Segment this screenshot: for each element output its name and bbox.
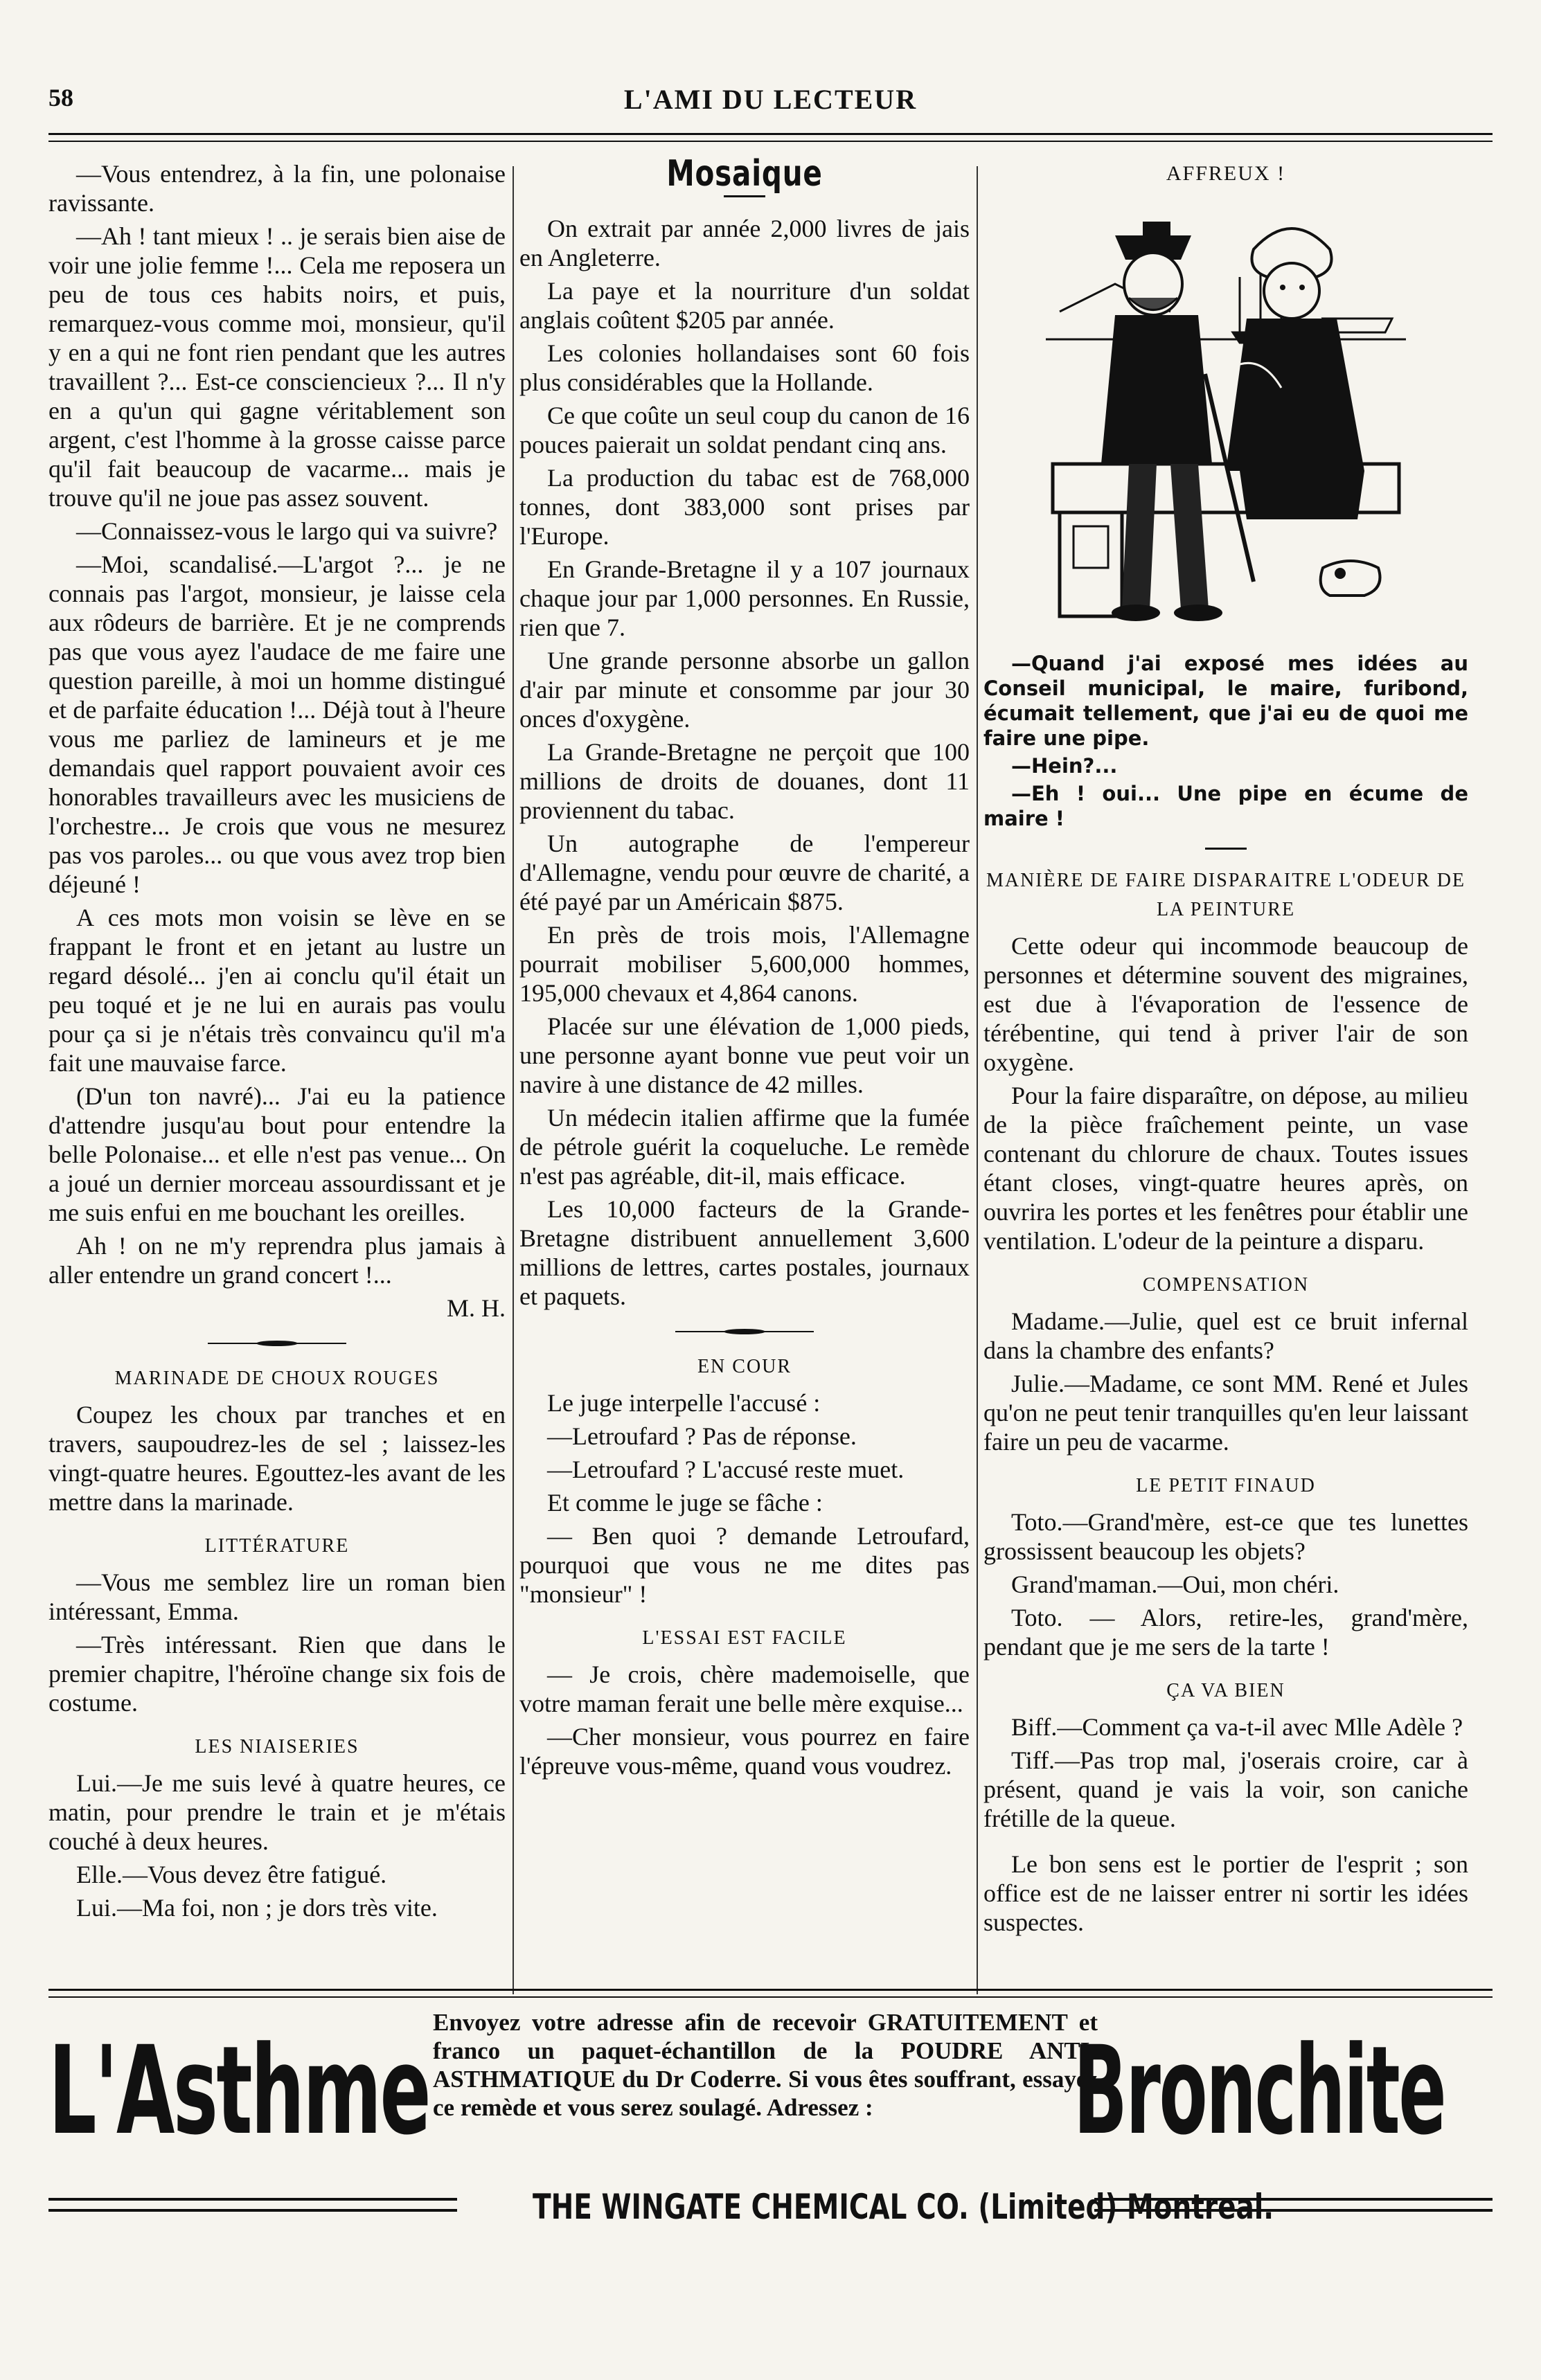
short-rule — [724, 195, 765, 197]
ca-va-title: ÇA VA BIEN — [1166, 1680, 1285, 1701]
story-paragraph: A ces mots mon voisin se lève en se frappant le front et en jetant au lustre un regard désolé... j'en ai conclu qu'il était un peu toqué et je ne lui en aurais pas voulu pour ça si je n'étais très convaincu qu'il m'a fait une mauvaise farce. — [48, 904, 506, 1077]
odeur-paragraph: Pour la faire disparaître, on dépose, au milieu de la pièce fraîchement peinte, un vase contenant du chlorure de chaux. Toutes issues étant closes, vingt-quatre heures après, on ouvrira les portes et les fenêtres pour établir une ventilation. L'odeur de la peinture a disparu. — [983, 1082, 1468, 1255]
mosaique-item: Une grande personne absorbe un gallon d'air par minute et consomme par jour 30 onces d'oxygène. — [519, 647, 970, 733]
mosaique-item: Placée sur une élévation de 1,000 pieds, une personne ayant bonne vue peut voir un navire à une distance de 42 milles. — [519, 1012, 970, 1098]
dialogue-line: Elle.—Vous devez être fatigué. — [76, 1861, 387, 1888]
mosaique-item: Ce que coûte un seul coup du canon de 16 pouces paierait un soldat pendant cinq ans. — [519, 402, 970, 458]
dialogue-line: Julie.—Madame, ce sont MM. René et Jules qu'on ne peut tenir tranquilles qu'en leur laissant faire un peu de vacarme. — [983, 1370, 1468, 1456]
ornament-separator — [208, 1342, 346, 1345]
ad-word-asthme: L'Asthme — [48, 2020, 430, 2162]
dialogue-line: Toto.—Grand'mère, est-ce que tes lunettes grossissent beaucoup les objets? — [983, 1508, 1468, 1565]
en-cour-title: EN COUR — [697, 1356, 792, 1377]
odeur-title: MANIÈRE DE FAIRE DISPARAITRE L'ODEUR DE LA PEINTURE — [986, 870, 1466, 920]
dialogue-line: Lui.—Ma foi, non ; je dors très vite. — [76, 1894, 438, 1922]
ad-company-line — [48, 2187, 1493, 2228]
dialogue-line: Et comme le juge se fâche : — [547, 1489, 823, 1516]
finaud-title: LE PETIT FINAUD — [1136, 1475, 1316, 1496]
litterature-title: LITTÉRATURE — [204, 1535, 350, 1557]
mosaique-item: La production du tabac est de 768,000 tonnes, dont 383,000 sont prises par l'Europe. — [519, 464, 970, 550]
ad-left-rule — [48, 2198, 457, 2212]
column-2 — [519, 153, 970, 1784]
column-1 — [48, 159, 506, 1926]
dialogue-line: Le juge interpelle l'accusé : — [547, 1389, 821, 1417]
header-rule — [48, 133, 1493, 142]
dialogue-line: Madame.—Julie, quel est ce bruit infernal dans la chambre des enfants? — [983, 1307, 1468, 1364]
mosaique-item: La paye et la nourriture d'un soldat anglais coûtent $205 par année. — [519, 277, 970, 334]
mosaique-item: En près de trois mois, l'Allemagne pourrait mobiliser 5,600,000 hommes, 195,000 chevaux et 4,864 canons. — [519, 921, 970, 1007]
story-paragraph: (D'un ton navré)... J'ai eu la patience d'attendre jusqu'au bout pour entendre la belle Polonaise... et elle n'est pas venue... On a joué un dernier morceau assourdissant et je me suis enfui en me bouchant les oreilles. — [48, 1082, 506, 1226]
marinade-text: Coupez les choux par tranches et en travers, saupoudrez-les de sel ; laissez-les vingt-quatre heures. Egouttez-les avant de les mettre dans la marinade. — [48, 1401, 506, 1516]
caption-line: —Quand j'ai exposé mes idées au Conseil municipal, le maire, furibond, écumait tellement, que j'ai eu de quoi me faire une pipe. — [983, 652, 1468, 750]
cartoon-title: AFFREUX ! — [1166, 162, 1286, 185]
story-paragraph: —Ah ! tant mieux ! .. je serais bien aise de voir une jolie femme !... Cela me reposera un peu de tous ces habits noirs, et puis, remarquez-vous comme moi, monsieur, qu'il y en a qui ne font rien pendant que les autres travaillent ?... Est-ce consciencieux ?... Il n'y en a qu'un qui gagne véritablement son argent, c'est l'homme à la grosse caisse parce qu'il fait beaucoup de vacarme... mais je trouve qu'il ne joue pas assez souvent. — [48, 222, 506, 512]
ad-top-rule — [48, 1989, 1493, 1998]
niaiseries-title: LES NIAISERIES — [195, 1736, 359, 1757]
column-separator-2 — [977, 166, 978, 1994]
ad-word-bronchite: Bronchite — [1074, 2020, 1445, 2162]
ad-right-rule — [1094, 2198, 1493, 2212]
mosaique-title: Mosaique — [666, 153, 823, 195]
dialogue-line: Lui.—Je me suis levé à quatre heures, ce matin, pour prendre le train et je m'étais couché à deux heures. — [48, 1769, 506, 1855]
cartoon-illustration — [1032, 194, 1420, 637]
dialogue-line: —Letroufard ? L'accusé reste muet. — [547, 1456, 905, 1483]
dialogue-line: —Très intéressant. Rien que dans le premier chapitre, l'héroïne change six fois de costume. — [48, 1631, 506, 1717]
caption-line: —Eh ! oui... Une pipe en écume de maire ! — [983, 782, 1468, 830]
dialogue-line: Toto. — Alors, retire-les, grand'mère, pendant que je me sers de la tarte ! — [983, 1604, 1468, 1661]
page-header — [48, 83, 1493, 125]
essai-title: L'ESSAI EST FACILE — [642, 1627, 847, 1649]
mosaique-item: Les 10,000 facteurs de la Grande-Bretagne distribuent annuellement 3,600 millions de lettres, cartes postales, journaux et paquets. — [519, 1195, 970, 1310]
dialogue-line: Grand'maman.—Oui, mon chéri. — [1011, 1571, 1339, 1598]
story-paragraph: —Connaissez-vous le largo qui va suivre? — [76, 517, 498, 545]
dialogue-line: —Cher monsieur, vous pourrez en faire l'épreuve vous-même, quand vous voudrez. — [519, 1723, 970, 1780]
page-number: 58 — [48, 84, 73, 111]
mosaique-item: En Grande-Bretagne il y a 107 journaux chaque jour par 1,000 personnes. En Russie, rien que 7. — [519, 555, 970, 641]
short-rule — [1205, 848, 1247, 850]
mosaique-item: Les colonies hollandaises sont 60 fois plus considérables que la Hollande. — [519, 339, 970, 396]
marinade-title: MARINADE DE CHOUX ROUGES — [114, 1368, 440, 1389]
cartoon-caption — [983, 651, 1468, 831]
ad-company: THE WINGATE CHEMICAL CO. (Limited) Montreal. — [533, 2187, 1274, 2227]
mosaique-item: Un autographe de l'empereur d'Allemagne, vendu pour œuvre de charité, a été payé par un Américain $875. — [519, 830, 970, 915]
compensation-title: COMPENSATION — [1142, 1274, 1310, 1296]
caption-line: —Hein?... — [1011, 754, 1118, 778]
maxim: Le bon sens est le portier de l'esprit ; son office est de ne laisser entrer ni sortir les idées suspectes. — [983, 1850, 1468, 1936]
odeur-paragraph: Cette odeur qui incommode beaucoup de personnes et détermine souvent des migraines, est due à l'évaporation de l'essence de térébentine, qui tend à priver l'air de son oxygène. — [983, 932, 1468, 1076]
journal-title: L'AMI DU LECTEUR — [623, 84, 918, 115]
story-paragraph: —Moi, scandalisé.—L'argot ?... je ne connais pas l'argot, monsieur, je laisse cela aux rôdeurs de barrière. Et je ne comprends pas que vous ayez l'audace de me faire une question pareille, à moi un homme distingué et de parfaite éducation !... Déjà tout à l'heure vous me parliez de lamineurs et je me demandais quel rapport pouvaient avoir ces honorables travailleurs avec les musiciens de l'orchestre... Je crois que vous ne mesurez pas vos paroles... ou que vous avez trop bien déjeuné ! — [48, 551, 506, 898]
advertisement — [48, 2008, 1493, 2237]
story-paragraph: —Vous entendrez, à la fin, une polonaise ravissante. — [48, 160, 506, 217]
dialogue-line: Tiff.—Pas trop mal, j'oserais croire, car à présent, quand je vais la voir, son caniche frétille de la queue. — [983, 1746, 1468, 1832]
dialogue-line: — Ben quoi ? demande Letroufard, pourquoi que vous ne me dites pas "monsieur" ! — [519, 1522, 970, 1608]
story-paragraph: Ah ! on ne m'y reprendra plus jamais à aller entendre un grand concert !... — [48, 1232, 506, 1289]
dialogue-line: —Vous me semblez lire un roman bien intéressant, Emma. — [48, 1568, 506, 1625]
mosaique-item: La Grande-Bretagne ne perçoit que 100 millions de droits de douanes, dont 11 proviennent du tabac. — [519, 738, 970, 824]
ornament-separator — [675, 1330, 814, 1333]
ad-body: Envoyez votre adresse afin de recevoir GRATUITEMENT et franco un paquet-échantillon de la POUDRE ANTI-ASTHMATIQUE du Dr Coderre. Si vous êtes souffrant, essayez ce remède et vous serez soulagé. Adressez : — [433, 2009, 1098, 2121]
dialogue-line: —Letroufard ? Pas de réponse. — [547, 1422, 857, 1450]
dialogue-line: — Je crois, chère mademoiselle, que votre maman ferait une belle mère exquise... — [519, 1661, 970, 1717]
dialogue-line: Biff.—Comment ça va-t-il avec Mlle Adèle ? — [1011, 1713, 1463, 1741]
column-3 — [983, 159, 1468, 1941]
story-signature: M. H. — [446, 1294, 506, 1322]
column-separator-1 — [513, 166, 514, 1994]
mosaique-item: Un médecin italien affirme que la fumée de pétrole guérit la coqueluche. Le remède n'est pas agréable, dit-il, mais efficace. — [519, 1104, 970, 1190]
mosaique-item: On extrait par année 2,000 livres de jais en Angleterre. — [519, 215, 970, 271]
